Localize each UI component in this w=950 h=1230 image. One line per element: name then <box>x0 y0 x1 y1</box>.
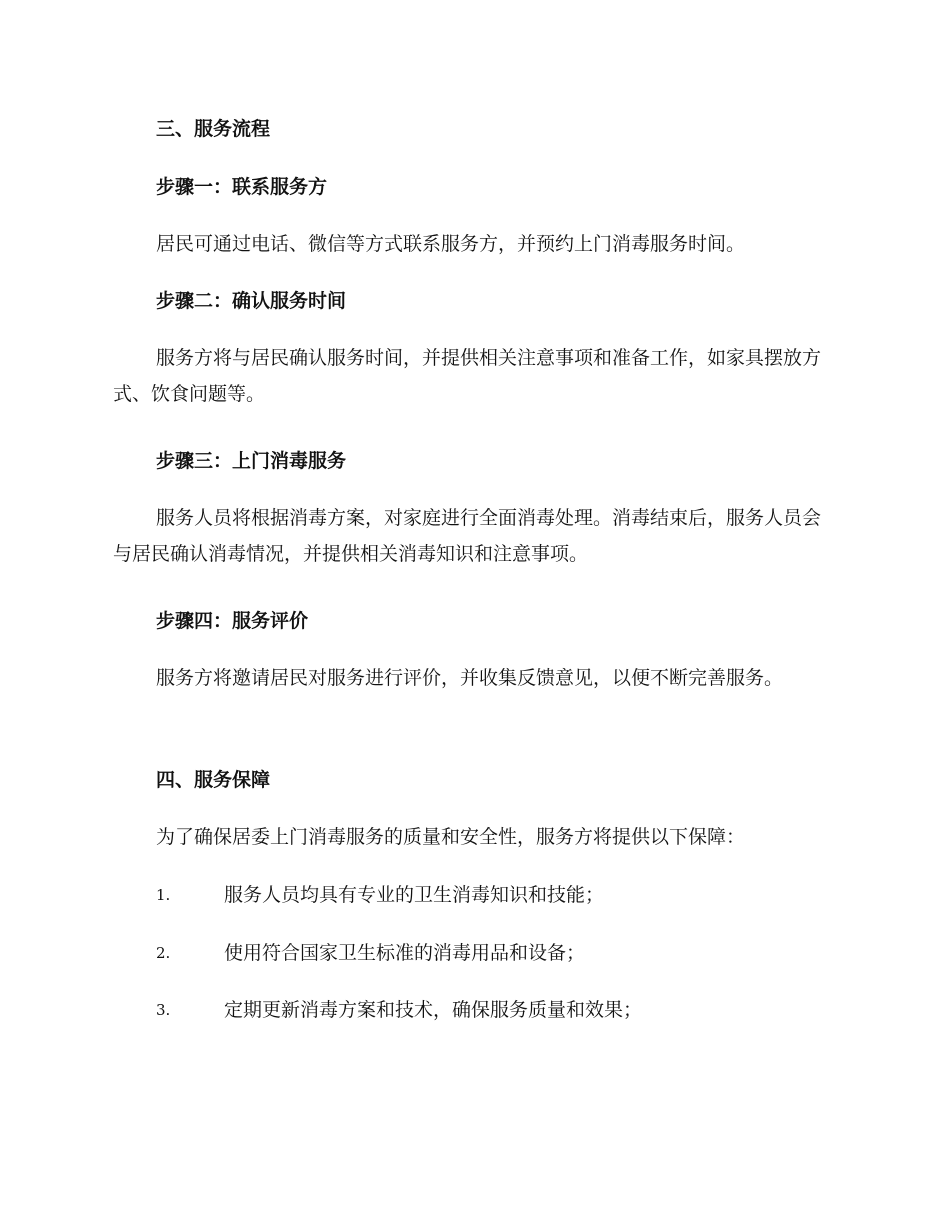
list-text: 服务人员均具有专业的卫生消毒知识和技能； <box>224 884 605 906</box>
step2-title: 步骤二：确认服务时间 <box>156 290 347 312</box>
step2-text: 服务方将与居民确认服务时间，并提供相关注意事项和准备工作，如家具摆放方式、饮食问题等。 <box>113 347 822 405</box>
section-title-process: 三、服务流程 <box>156 118 271 140</box>
step1-title: 步骤一：联系服务方 <box>156 176 328 198</box>
list-number: 3. <box>156 1001 171 1019</box>
list-number: 2. <box>156 944 171 962</box>
step1-text: 居民可通过电话、微信等方式联系服务方，并预约上门消毒服务时间。 <box>156 233 746 255</box>
step4-text: 服务方将邀请居民对服务进行评价，并收集反馈意见，以便不断完善服务。 <box>156 667 784 689</box>
guarantee-intro: 为了确保居委上门消毒服务的质量和安全性，服务方将提供以下保障： <box>156 826 746 848</box>
list-text: 使用符合国家卫生标准的消毒用品和设备； <box>224 942 586 964</box>
list-number: 1. <box>156 886 171 904</box>
step4-title: 步骤四：服务评价 <box>156 610 309 632</box>
step3-text: 服务人员将根据消毒方案，对家庭进行全面消毒处理。消毒结束后，服务人员会与居民确认消毒情况，并提供相关消毒知识和注意事项。 <box>113 507 822 565</box>
list-text: 定期更新消毒方案和技术，确保服务质量和效果； <box>224 999 643 1021</box>
step3-title: 步骤三：上门消毒服务 <box>156 450 347 472</box>
section-title-guarantee: 四、服务保障 <box>156 769 271 791</box>
